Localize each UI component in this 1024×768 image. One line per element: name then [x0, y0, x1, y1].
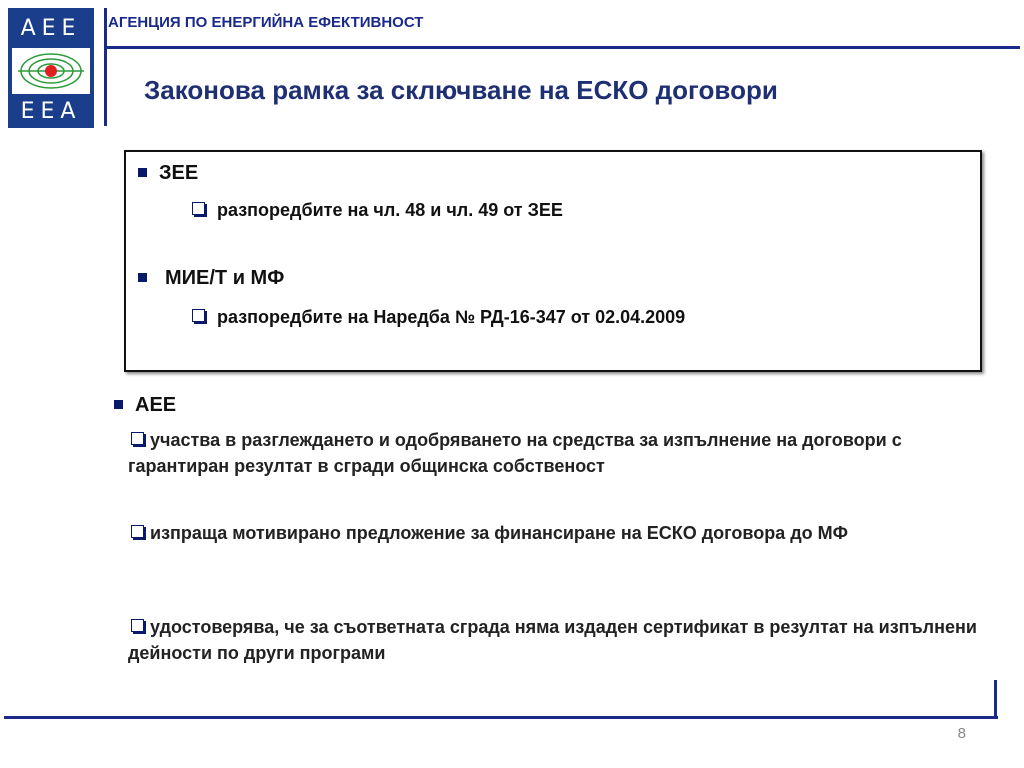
agency-logo — [8, 8, 94, 128]
page-number: 8 — [957, 725, 966, 742]
footer-divider-horizontal — [4, 716, 998, 719]
header-divider-horizontal — [107, 46, 1020, 49]
logo-text-top: AEE — [20, 16, 82, 41]
checkbox-bullet-icon — [192, 309, 205, 322]
square-bullet-icon — [114, 400, 123, 409]
logo-emblem — [12, 48, 90, 94]
aee-item-3: удостоверява, че за съответната сграда няма издаден сертификат в резултат на изпълнени дейности по други програми — [128, 617, 977, 663]
square-bullet-icon — [138, 168, 147, 177]
section-item-zee: разпоредбите на чл. 48 и чл. 49 от ЗЕЕ — [192, 200, 563, 221]
checkbox-bullet-icon — [131, 525, 144, 538]
atom-icon — [12, 48, 90, 94]
aee-item-1: участва в разглеждането и одобряването на средства за изпълнение на договори с гарантиран резултат в сгради общинска собственост — [128, 430, 902, 476]
footer-divider-vertical — [994, 680, 997, 719]
slide-title: Законова рамка за сключване на ЕСКО договори — [144, 75, 778, 105]
checkbox-bullet-icon — [192, 202, 205, 215]
legal-framework-box — [124, 150, 982, 372]
checkbox-bullet-icon — [131, 432, 144, 445]
agency-name: АГЕНЦИЯ ПО ЕНЕРГИЙНА ЕФЕКТИВНОСТ — [108, 14, 424, 31]
section-heading-mie: МИЕ/Т и МФ — [138, 267, 284, 290]
aee-heading: АЕЕ — [114, 394, 176, 417]
aee-item-2: изпраща мотивирано предложение за финансиране на ЕСКО договора до МФ — [128, 520, 978, 546]
checkbox-bullet-icon — [131, 619, 144, 632]
header-divider-vertical — [104, 8, 107, 126]
logo-text-bottom: EEA — [20, 99, 82, 124]
section-item-mie: разпоредбите на Наредба № РД-16-347 от 02.04.2009 — [192, 307, 685, 328]
square-bullet-icon — [138, 273, 147, 282]
section-heading-zee: ЗЕЕ — [138, 162, 198, 185]
